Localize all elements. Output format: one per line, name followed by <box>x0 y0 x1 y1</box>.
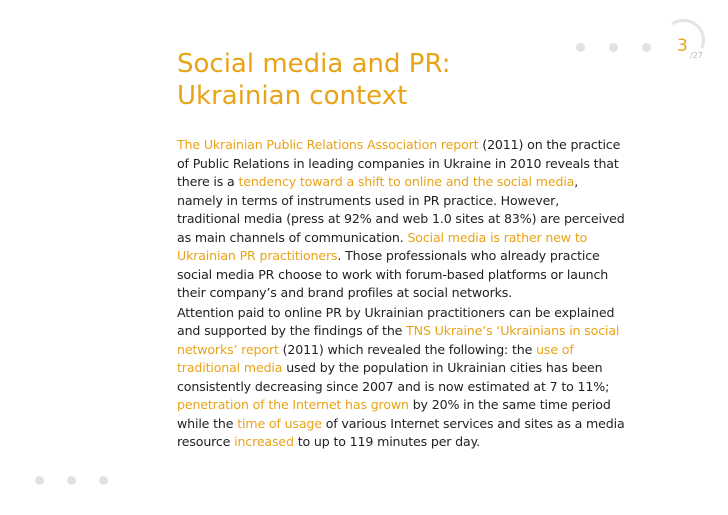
slide-body <box>177 136 625 452</box>
highlighted-text: The Ukrainian Public Relations Association report <box>177 137 479 152</box>
decorative-dot <box>99 476 108 485</box>
body-text-segment: . Those professionals who already practice social media PR choose to work with forum-based platforms or launch their company’s and brand profiles at social networks. <box>177 248 609 300</box>
highlighted-text: Social media is rather new to Ukrainian PR practitioners <box>177 229 588 263</box>
body-text-segment: to up to 119 minutes per day. <box>293 434 480 449</box>
body-paragraph <box>177 304 625 452</box>
bottom-decorative-dots <box>35 476 108 485</box>
decorative-dot <box>67 476 76 485</box>
decorative-dot <box>609 43 618 52</box>
slide-title <box>177 48 450 112</box>
title-line-1: Social media and PR: <box>177 49 451 79</box>
title-line-2: Ukrainian context <box>177 81 408 111</box>
body-text-segment: Attention paid to online PR by Ukrainian practitioners can be explained and supported by the findings of the <box>177 304 615 338</box>
body-text-segment: (2011) on the practice of Public Relations in leading companies in Ukraine in 2010 reveals that there is a <box>177 137 621 189</box>
highlighted-text: time of usage <box>237 415 322 431</box>
decorative-dot <box>576 43 585 52</box>
highlighted-text: increased <box>234 434 294 449</box>
decorative-dot <box>642 43 651 52</box>
body-text-segment: , namely in terms of instruments used in PR practice. However, traditional media (press at 92% and web 1.0 sites at 83%) are perceived as main channels of communication. <box>177 174 625 245</box>
decorative-dot <box>35 476 44 485</box>
page-number: 3 <box>677 36 688 56</box>
body-text-segment: by 20% in the same time period while the <box>177 397 611 431</box>
highlighted-text: use of traditional media <box>177 341 574 375</box>
highlighted-text: TNS Ukraine’s ‘Ukrainians in social networks’ report <box>177 323 620 357</box>
page-indicator-arc-icon <box>664 18 712 66</box>
body-text-segment: used by the population in Ukrainian cities has been consistently decreasing since 2007 and is now estimated at 7 to 11%; <box>177 360 610 394</box>
body-text-segment: of various Internet services and sites as a media resource <box>177 415 625 449</box>
body-paragraph <box>177 136 625 303</box>
highlighted-text: penetration of the Internet has grown <box>177 397 409 412</box>
top-decorative-dots <box>576 43 651 52</box>
page-total: /27 <box>690 51 703 60</box>
body-text-segment: (2011) which revealed the following: the <box>278 341 537 357</box>
highlighted-text: tendency toward a shift to online and the social media <box>238 174 575 189</box>
